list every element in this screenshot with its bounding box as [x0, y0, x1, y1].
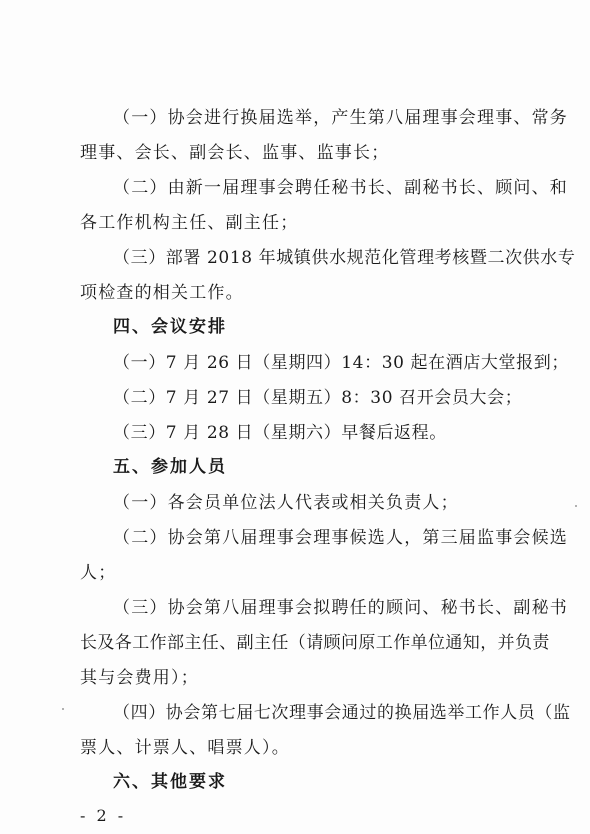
page-number: - 2 -	[80, 806, 127, 825]
participant-item-1: （一）各会员单位法人代表或相关负责人；	[113, 493, 459, 513]
item-1-line-2: 理事、会长、副会长、监事、监事长；	[80, 143, 390, 163]
participant-item-3-line-2: 长及各工作部主任、副主任（请顾问原工作单位通知，并负责	[80, 633, 550, 653]
participant-item-4-line-1: （四）协会第七届七次理事会通过的换届选举工作人员（监	[113, 703, 571, 723]
schedule-item-2: （二）7 月 27 日（星期五）8：30 召开会员大会；	[113, 388, 523, 408]
item-2-line-1: （二）由新一届理事会聘任秘书长、副秘书长、顾问、和	[113, 178, 568, 198]
participant-item-3-line-1: （三）协会第八届理事会拟聘任的顾问、秘书长、副秘书	[113, 598, 568, 618]
item-2-line-2: 各工作机构主任、副主任；	[80, 213, 299, 233]
schedule-item-1: （一）7 月 26 日（星期四）14：30 起在酒店大堂报到；	[113, 353, 569, 373]
participant-item-4-line-2: 票人、计票人、唱票人）。	[80, 738, 290, 758]
schedule-item-3: （三）7 月 28 日（星期六）早餐后返程。	[113, 423, 447, 443]
scan-dot	[575, 505, 577, 507]
participant-item-2-line-2: 人；	[80, 563, 117, 583]
participant-item-3-line-3: 其与会费用）；	[80, 668, 199, 688]
section-heading-other-requirements: 六、其他要求	[113, 772, 227, 792]
section-heading-meeting-schedule: 四、会议安排	[113, 317, 227, 337]
item-3-line-1: （三）部署 2018 年城镇供水规范化管理考核暨二次供水专	[113, 248, 576, 268]
section-heading-participants: 五、参加人员	[113, 457, 227, 477]
item-3-line-2: 项检查的相关工作。	[80, 283, 244, 303]
item-1-line-1: （一）协会进行换届选举，产生第八届理事会理事、常务	[113, 108, 568, 128]
participant-item-2-line-1: （二）协会第八届理事会理事候选人，第三届监事会候选	[113, 528, 568, 548]
scan-dot	[62, 708, 64, 710]
